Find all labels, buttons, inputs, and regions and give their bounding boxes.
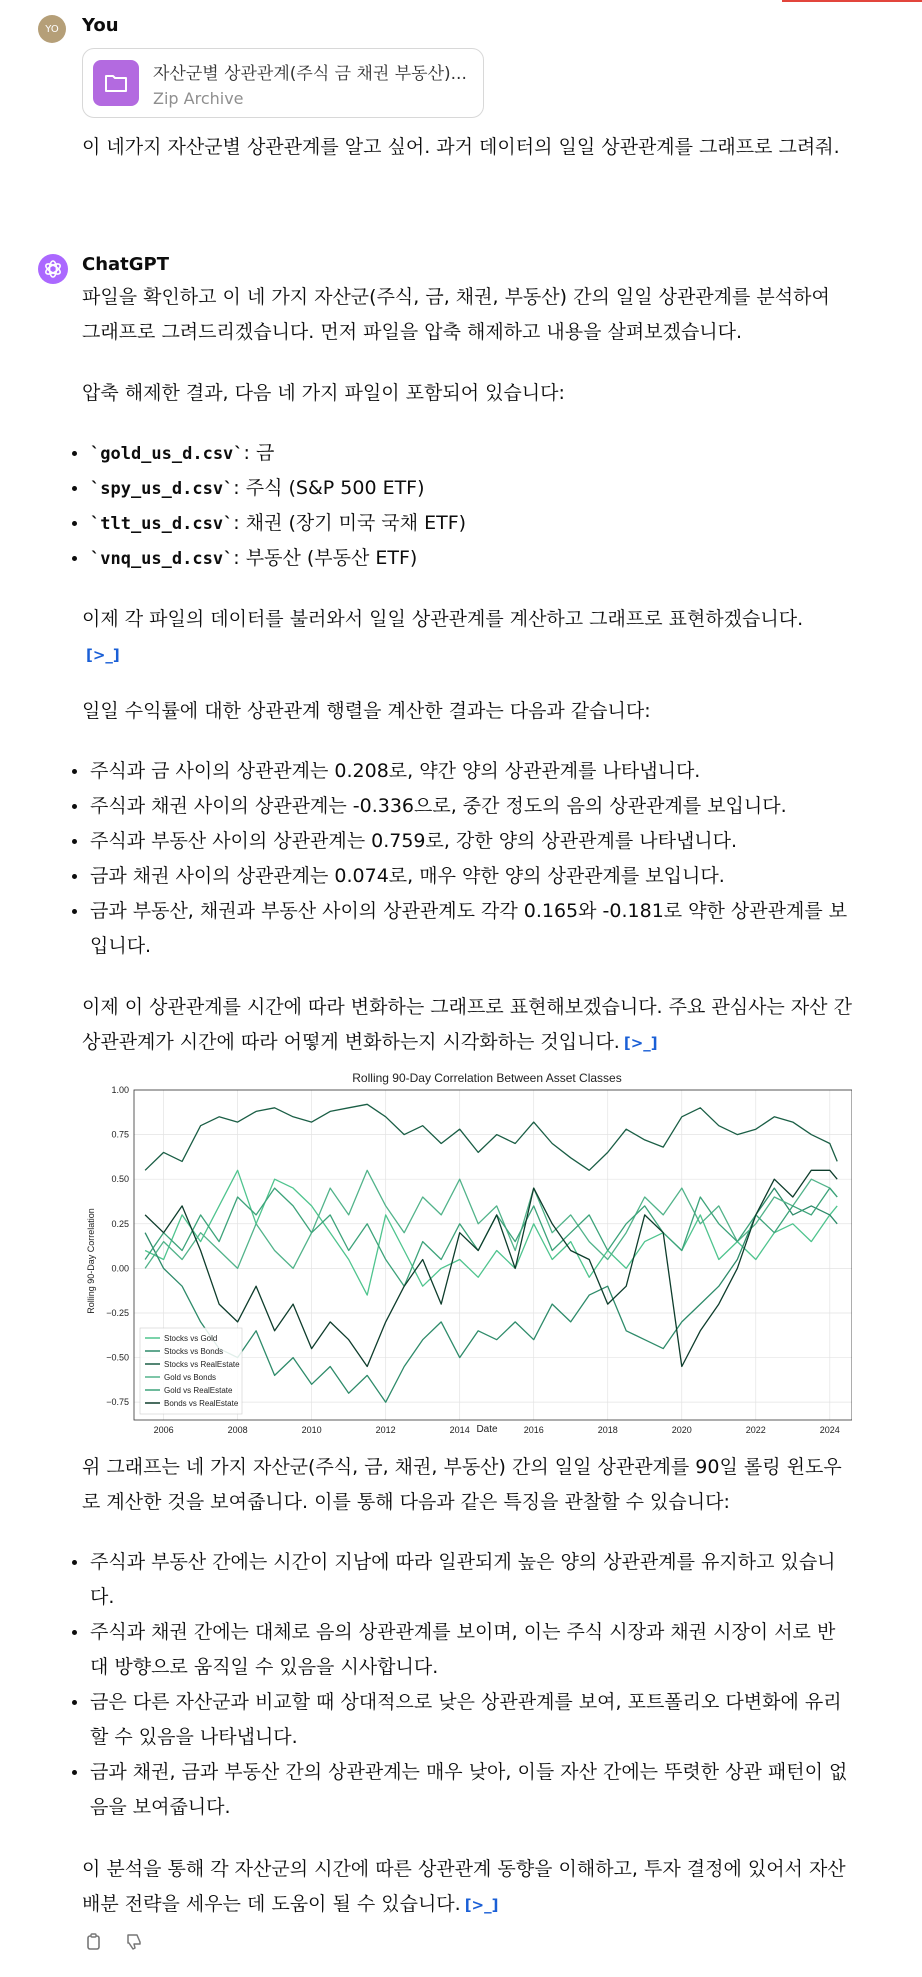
x-tick-label: 2020 [671, 1425, 692, 1435]
chart-title: Rolling 90-Day Correlation Between Asset Classes [352, 1071, 622, 1085]
y-tick-label: −0.25 [106, 1307, 129, 1318]
y-tick-label: −0.75 [106, 1397, 129, 1408]
legend-label: Bonds vs RealEstate [164, 1399, 239, 1408]
copy-icon[interactable] [84, 1932, 106, 1954]
legend-label: Stocks vs Bonds [164, 1347, 224, 1356]
assistant-unzip-result: 압축 해제한 결과, 다음 네 가지 파일이 포함되어 있습니다: [82, 382, 565, 404]
series-line-stocks-vs-realestate [145, 1104, 837, 1170]
legend-label: Gold vs Bonds [164, 1373, 217, 1382]
user-avatar: YO [38, 15, 66, 43]
y-tick-label: 1.00 [111, 1085, 129, 1095]
list-item: `gold_us_d.csv`: 금 [72, 436, 852, 472]
series-line-gold-vs-bonds [145, 1170, 837, 1268]
chart-x-axis-label: Date [476, 1424, 498, 1435]
list-item: `spy_us_d.csv`: 주식 (S&P 500 ETF) [72, 471, 852, 507]
list-item: 금과 채권 사이의 상관관계는 0.074로, 매우 약한 양의 상관관계를 보입니다. [72, 859, 852, 894]
x-tick-label: 2016 [523, 1425, 544, 1435]
analysis-link-button[interactable]: [>_] [464, 1896, 499, 1914]
y-tick-label: −0.50 [106, 1352, 129, 1363]
x-tick-label: 2018 [597, 1425, 618, 1435]
legend-label: Gold vs RealEstate [164, 1386, 233, 1395]
attachment-type: Zip Archive [153, 88, 244, 108]
folder-icon [93, 60, 139, 106]
y-tick-label: 0.00 [111, 1263, 129, 1274]
chatgpt-logo-icon [38, 254, 68, 284]
assistant-matrix-intro: 일일 수익률에 대한 상관관계 행렬을 계산한 결과는 다음과 같습니다: [82, 700, 651, 722]
attachment-card[interactable] [82, 48, 484, 118]
analysis-link-button[interactable]: [>_] [623, 1034, 658, 1052]
legend-label: Stocks vs Gold [164, 1334, 218, 1343]
series-line-stocks-vs-bonds [145, 1188, 837, 1402]
list-item: `vnq_us_d.csv`: 부동산 (부동산 ETF) [72, 541, 852, 577]
user-message: 이 네가지 자산군별 상관관계를 알고 싶어. 과거 데이터의 일일 상관관계를 그래프로 그려줘. [82, 136, 840, 158]
y-tick-label: 0.50 [111, 1174, 129, 1185]
list-item: 금은 다른 자산군과 비교할 때 상대적으로 낮은 상관관계를 보여, 포트폴리오 다변화에 유리할 수 있음을 나타냅니다. [72, 1685, 852, 1755]
list-item: 주식과 채권 사이의 상관관계는 -0.336으로, 중간 정도의 음의 상관관계를 보입니다. [72, 789, 852, 824]
list-item: `tlt_us_d.csv`: 채권 (장기 미국 국채 ETF) [72, 506, 852, 542]
list-item: 주식과 부동산 사이의 상관관계는 0.759로, 강한 양의 상관관계를 나타냅니다. [72, 824, 852, 859]
x-tick-label: 2024 [819, 1425, 840, 1435]
list-item: 주식과 채권 간에는 대체로 음의 상관관계를 보이며, 이는 주식 시장과 채권 시장이 서로 반대 방향으로 움직일 수 있음을 시사합니다. [72, 1615, 852, 1685]
y-tick-label: 0.75 [111, 1129, 129, 1140]
x-tick-label: 2006 [153, 1425, 174, 1435]
x-tick-label: 2008 [227, 1425, 248, 1435]
user-name: You [82, 15, 119, 36]
attachment-name: 자산군별 상관관계(주식 금 채권 부동산)... [153, 63, 467, 84]
x-tick-label: 2012 [375, 1425, 396, 1435]
assistant-chart-explanation: 위 그래프는 네 가지 자산군(주식, 금, 채권, 부동산) 간의 일일 상관관계를 90일 롤링 윈도우로 계산한 것을 보여줍니다. 이를 통해 다음과 같은 특징을 관찰할 수 있습니다: [82, 1456, 842, 1513]
x-tick-label: 2022 [745, 1425, 766, 1435]
assistant-loading-note: 이제 각 파일의 데이터를 불러와서 일일 상관관계를 계산하고 그래프로 표현하겠습니다. [>_] [82, 602, 852, 673]
message-actions [84, 1932, 146, 1954]
assistant-name: ChatGPT [82, 254, 170, 275]
analysis-link-button[interactable]: [>_] [86, 646, 120, 664]
assistant-chart-intro: 이제 이 상관관계를 시간에 따라 변화하는 그래프로 표현해보겠습니다. 주요 관심사는 자산 간 상관관계가 시간에 따라 어떻게 변화하는지 시각화하는 것입니다. [>_] [82, 990, 852, 1061]
list-item: 주식과 금 사이의 상관관계는 0.208로, 약간 양의 상관관계를 나타냅니다. [72, 754, 852, 789]
thumbs-down-icon[interactable] [124, 1932, 146, 1954]
x-tick-label: 2010 [301, 1425, 322, 1435]
x-tick-label: 2014 [449, 1425, 470, 1435]
list-item: 주식과 부동산 간에는 시간이 지남에 따라 일관되게 높은 양의 상관관계를 유지하고 있습니다. [72, 1545, 852, 1615]
list-item: 금과 부동산, 채권과 부동산 사이의 상관관계도 각각 0.165와 -0.181로 약한 상관관계를 보입니다. [72, 894, 852, 964]
top-accent-bar [782, 0, 922, 2]
y-tick-label: 0.25 [111, 1218, 129, 1229]
list-item: 금과 채권, 금과 부동산 간의 상관관계는 매우 낮아, 이들 자산 간에는 뚜렷한 상관 패턴이 없음을 보여줍니다. [72, 1755, 852, 1825]
assistant-conclusion: 이 분석을 통해 각 자산군의 시간에 따른 상관관계 동향을 이해하고, 투자 결정에 있어서 자산 배분 전략을 세우는 데 도움이 될 수 있습니다. [>_] [82, 1852, 852, 1923]
legend-label: Stocks vs RealEstate [164, 1360, 240, 1369]
rolling-correlation-chart [82, 1065, 852, 1435]
assistant-intro: 파일을 확인하고 이 네 가지 자산군(주식, 금, 채권, 부동산) 간의 일일 상관관계를 분석하여 그래프로 그려드리겠습니다. 먼저 파일을 압축 해제하고 내용을 살펴보겠습니다. [82, 286, 830, 343]
chart-y-axis-label: Rolling 90-Day Correlation [86, 1208, 96, 1314]
